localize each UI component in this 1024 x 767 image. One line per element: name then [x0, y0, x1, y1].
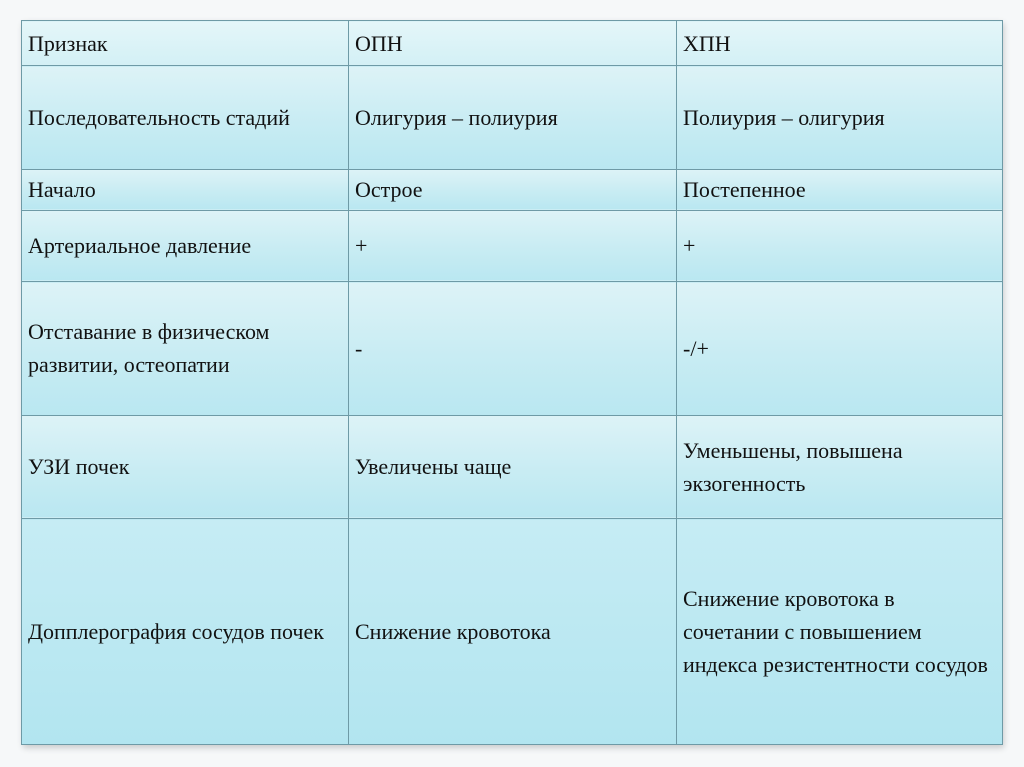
table-cell: Артериальное давление: [22, 210, 349, 281]
table-row: [22, 282, 1003, 416]
table-row: [22, 415, 1003, 518]
table-cell: УЗИ почек: [22, 415, 349, 518]
table-cell: Снижение кровотока: [349, 519, 677, 745]
table-cell: +: [677, 210, 1003, 281]
table-cell: Острое: [349, 169, 677, 210]
table-cell: Допплерография сосудов почек: [22, 519, 349, 745]
table-cell: Снижение кровотока в сочетании с повышением индекса резистентности сосудов: [677, 519, 1003, 745]
table-cell: +: [349, 210, 677, 281]
table-cell: Уменьшены, повышена экзогенность: [677, 415, 1003, 518]
comparison-table-container: [21, 20, 1002, 745]
table-row: [22, 66, 1003, 169]
table-row: [22, 169, 1003, 210]
header-cell-hpn: ХПН: [677, 21, 1003, 66]
table-cell: Начало: [22, 169, 349, 210]
table-cell: -: [349, 282, 677, 416]
table-row: [22, 519, 1003, 745]
header-cell-feature: Признак: [22, 21, 349, 66]
table-cell: Отставание в физическом развитии, остеопатии: [22, 282, 349, 416]
table-cell: -/+: [677, 282, 1003, 416]
table-row: [22, 210, 1003, 281]
table-cell: Постепенное: [677, 169, 1003, 210]
table-cell: Увеличены чаще: [349, 415, 677, 518]
table-cell: Полиурия – олигурия: [677, 66, 1003, 169]
table-cell: Последовательность стадий: [22, 66, 349, 169]
comparison-table: [21, 20, 1003, 745]
table-header-row: [22, 21, 1003, 66]
table-cell: Олигурия – полиурия: [349, 66, 677, 169]
header-cell-opn: ОПН: [349, 21, 677, 66]
